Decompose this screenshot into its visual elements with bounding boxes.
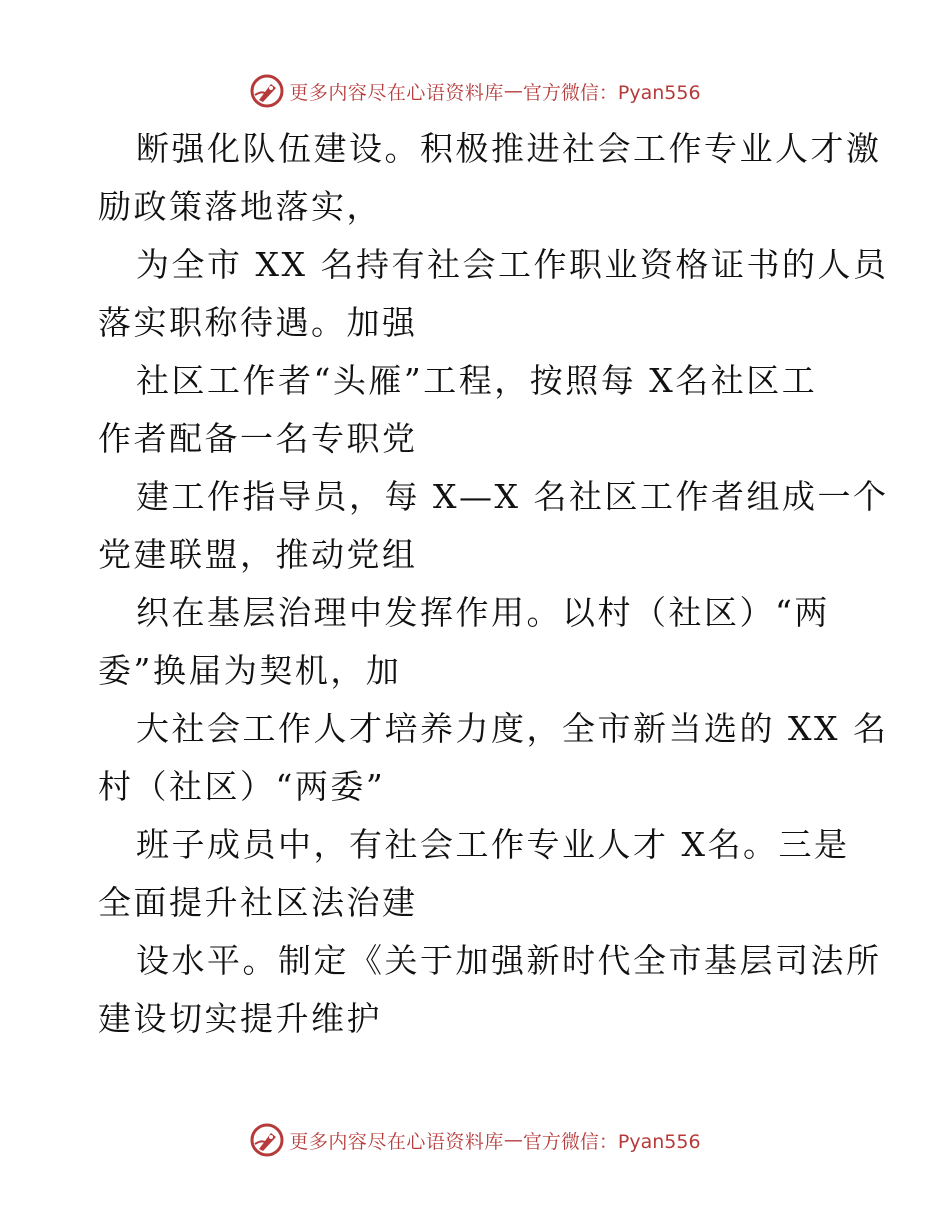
paragraph <box>98 932 882 1048</box>
paragraph <box>98 816 858 932</box>
paragraph <box>98 120 882 236</box>
pen-nib-logo-icon <box>249 1122 285 1158</box>
paragraph-line: 励政策落地落实， <box>98 187 382 226</box>
paragraph-line: 设水平。制定《关于加强新时代全市基层司法所 <box>136 941 882 980</box>
header-contact-text: 官方微信：Pyan556 <box>522 81 701 104</box>
footer-contact-text: 官方微信：Pyan556 <box>522 1130 701 1153</box>
paragraph <box>98 700 889 816</box>
pen-nib-logo-icon <box>249 73 285 109</box>
footer-brand-text: 更多内容尽在心语资料库 <box>289 1130 504 1153</box>
header-separator: — <box>503 80 523 102</box>
paragraph-line: 为全市 XX 名持有社会工作职业资格证书的人员 <box>136 245 889 284</box>
paragraph-line: 作者配备一名专职党 <box>98 419 418 458</box>
paragraph <box>98 352 858 468</box>
header-banner <box>0 71 950 111</box>
paragraph-line: 建设切实提升维护 <box>98 999 382 1038</box>
paragraph-line: 全面提升社区法治建 <box>98 883 418 922</box>
paragraph <box>98 584 858 700</box>
paragraph-line: 党建联盟，推动党组 <box>98 535 418 574</box>
footer-separator: — <box>503 1129 523 1151</box>
paragraph-line: 断强化队伍建设。积极推进社会工作专业人才激 <box>136 129 882 168</box>
paragraph-line: 建工作指导员，每 X—X 名社区工作者组成一个 <box>136 477 889 516</box>
paragraph <box>98 468 889 584</box>
footer-banner <box>0 1120 950 1160</box>
paragraph <box>98 236 889 352</box>
paragraph-line: 班子成员中，有社会工作专业人才 X名。三是 <box>136 825 850 864</box>
paragraph-line: 织在基层治理中发挥作用。以村（社区）“两 <box>136 593 830 632</box>
document-body <box>98 120 889 1048</box>
paragraph-line: 委”换届为契机，加 <box>98 651 402 690</box>
paragraph-line: 落实职称待遇。加强 <box>98 303 418 342</box>
paragraph-line: 大社会工作人才培养力度，全市新当选的 XX 名 <box>136 709 889 748</box>
paragraph-line: 村（社区）“两委” <box>98 767 386 806</box>
header-brand-text: 更多内容尽在心语资料库 <box>289 81 504 104</box>
paragraph-line: 社区工作者“头雁”工程，按照每 X名社区工 <box>136 361 818 400</box>
